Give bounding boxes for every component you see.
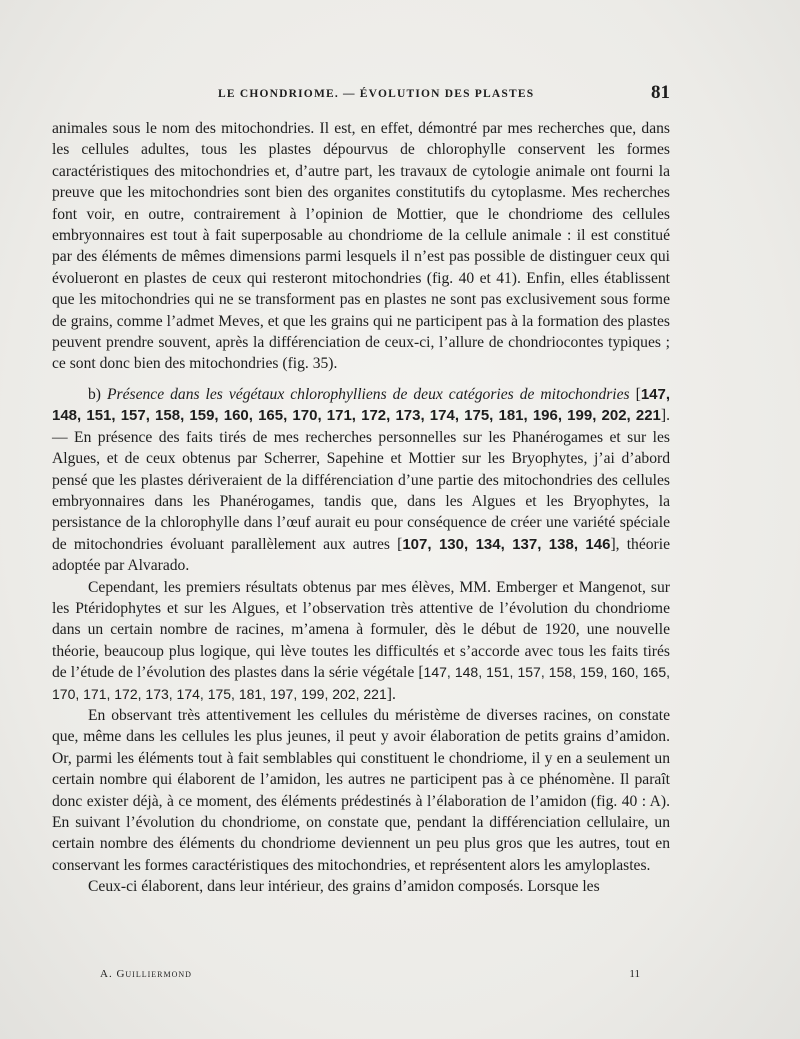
section-title: Présence dans les végétaux chlorophylliens de deux catégories de mitochondries xyxy=(106,385,630,403)
paragraph-4: En observant très attentivement les cellules du méristème de diverses racines, on constate que, même dans les cellules les plus jeunes, il peut y avoir élaboration de petits grains d’amidon. Or, parmi les éléments tout à fait semblables qui constituent le chondriome, il y en a seulement un certain nombre qui élaborent de l’amidon, les autres ne participent pas à ce phénomène. Il paraît donc exister déjà, à ce moment, des éléments prédestinés à l’élaboration de l’amidon (fig. 40 : A). En suivant l’évolution du chondriome, on constate que, pendant la différenciation cellulaire, un certain nombre des éléments du chondriome deviennent un peu plus gros que les autres, tout en conservant les formes caractéristiques des mitochondries, et représentent alors les amyloplastes. xyxy=(52,706,670,874)
citation-list-3: 147, 148, 151, 157, 158, 159, 160, 165, 170, 171, 172, 173, 174, 175, 181, 197, 199, 202, 221 xyxy=(52,664,670,702)
paragraph-2-text: ]. — En présence des faits tirés de mes recherches personnelles sur les Phanérogames et sur les Algues, et de ceux obtenus par Scherrer, Sapehine et Mottier sur les Bryophytes, j’ai d’abord pensé que les plastes dériveraient de la différenciation d’une partie des mitochondries des cellules embryonnaires dans les Phanérogames, tandis que, dans les Algues et les Bryophytes, la persistance de la chlorophylle dans l’œuf aurait eu pour conséquence de créer une variété spéciale de mitochondries évoluant parallèlement aux autres [ xyxy=(52,407,670,553)
footer-author: A. Guilliermond xyxy=(100,968,192,980)
citation-list-2: 107, 130, 134, 137, 138, 146 xyxy=(402,535,611,553)
paragraph-3-end: ]. xyxy=(386,685,396,703)
paragraph-2-end: ], théorie adoptée par Alvarado. xyxy=(52,535,670,575)
paragraph-2 xyxy=(52,384,670,577)
section-label: b) xyxy=(88,385,107,403)
page-footer xyxy=(100,968,640,986)
paragraph-5: Ceux-ci élaborent, dans leur intérieur, des grains d’amidon composés. Lorsque les xyxy=(88,878,600,896)
page-number: 81 xyxy=(651,82,670,103)
citation-list: 147, 148, 151, 157, 158, 159, 160, 165, 170, 171, 172, 173, 174, 175, 181, 196, 199, 202, 221 xyxy=(52,385,671,425)
bracket-open: [ xyxy=(629,385,641,403)
page-header xyxy=(50,82,670,106)
paragraph-3-text: Cependant, les premiers résultats obtenus par mes élèves, MM. Emberger et Mangenot, sur les Ptéridophytes et sur les Algues, et l’observation très attentive de l’évolution du chondriome dans un certain nombre de racines, m’amena à formuler, dès le début de 1920, une nouvelle théorie, beaucoup plus logique, qui lève toutes les difficultés et s’accorde avec tous les faits tirés de l’étude de l’évolution des plastes dans la série végétale [ xyxy=(52,578,670,682)
body-text xyxy=(52,118,670,898)
signature-mark: 11 xyxy=(629,968,640,980)
paragraph-3 xyxy=(52,577,670,705)
paragraph-1: animales sous le nom des mitochondries. Il est, en effet, démontré par mes recherches que, dans les cellules adultes, tous les plastes dépourvus de chlorophylle conservent les formes caractéristiques des mitochondries et, d’autre part, les travaux de cytologie animale ont fourni la preuve que les mitochondries sont bien des organites constitutifs du cytoplasme. Mes recherches font voir, en outre, contrairement à l’opinion de Mottier, que le chondriome des cellules embryonnaires est tout à fait superposable au chondriome de la cellule animale : il est constitué par des éléments de mêmes dimensions parmi lesquels il n’est pas possible de distinguer ceux qui évolueront en plastes de ceux qui resteront mitochondries (fig. 40 et 41). Enfin, elles établissent que les mitochondries qui ne se transforment pas en plastes ne sont pas exclusivement sous forme de grains, comme l’admet Meves, et que les grains qui ne participent pas à la formation des plastes peuvent prendre souvent, après la différenciation de ceux-ci, l’allure de chondriocontes typiques ; ce sont donc bien des mitochondries (fig. 35). xyxy=(52,120,670,373)
running-head: LE CHONDRIOME. — ÉVOLUTION DES PLASTES xyxy=(218,88,535,100)
